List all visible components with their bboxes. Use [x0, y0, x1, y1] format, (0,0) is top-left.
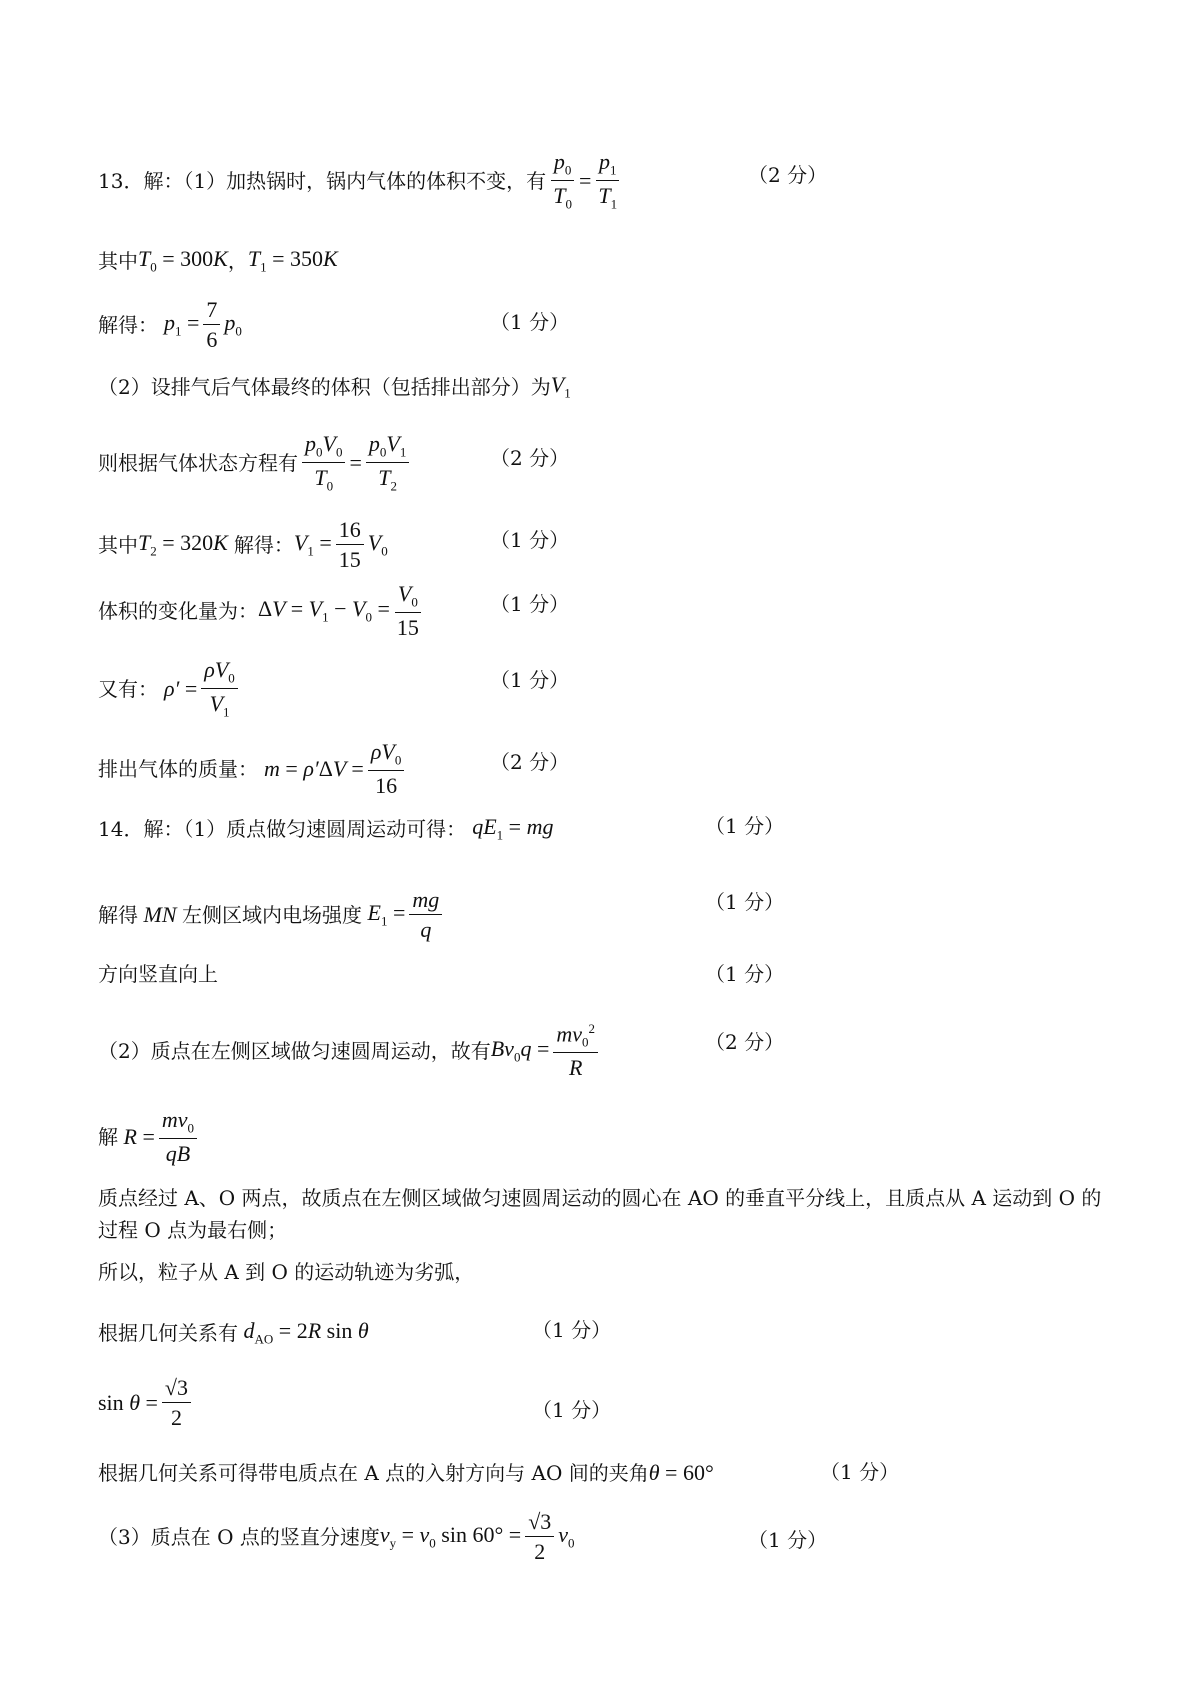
q13-intro-text: 13．解：（1）加热锅时，锅内气体的体积不变，有 — [98, 168, 547, 193]
formula-sqrt3-over-2-b: $\frac{√3}{2}$ — [525, 1510, 554, 1563]
formula-mv0-over-qb: $\frac{mv_0}{qB}$ — [159, 1108, 197, 1165]
q14-line-8 — [98, 1320, 369, 1345]
formula-sqrt3-over-2: $\frac{√3}{2}$ — [162, 1376, 191, 1429]
q13-line-4 — [98, 374, 571, 399]
formula-p0v0-over-t0: $\frac{p_0V_0}{T_0}$ — [302, 432, 345, 493]
formula-mg-over-q: $\frac{mg}{q}$ — [409, 888, 442, 941]
q14-field-text: 左侧区域内电场强度 — [182, 902, 362, 927]
q14-angle-text: 根据几何关系可得带电质点在 A 点的入射方向与 AO 间的夹角 — [98, 1461, 649, 1485]
formula-v0-over-15: $\frac{V_0}{15}$ — [396, 581, 419, 641]
q14-score-4: （2 分） — [705, 1030, 785, 1054]
formula-t0-value: $T_0 = 300K$ — [138, 246, 228, 275]
q13-score-1: （2 分） — [748, 163, 828, 187]
q14-line-11 — [98, 1510, 575, 1563]
q13-where-label-2: 其中 — [98, 532, 138, 557]
q14-score-1: （1 分） — [705, 814, 785, 838]
q14-solve-label: 解得 — [98, 902, 138, 927]
q13-line-2 — [98, 248, 338, 273]
q13-line-8 — [98, 658, 242, 719]
formula-p1: $p_1$ = — [164, 309, 200, 339]
q13-density-text: 又有： — [98, 676, 158, 701]
formula-v0: $V_0$ — [367, 529, 388, 559]
q14-geometry-text: 根据几何关系有 — [98, 1320, 238, 1345]
q13-solve-label: 解得： — [98, 312, 158, 337]
formula-rho-v0-over-v1: $\frac{\rho V_0}{V_1}$ — [201, 658, 238, 719]
formula-bv0q: $Bv_0q$ = — [490, 1036, 550, 1065]
q13-score-7: （1 分） — [490, 592, 570, 616]
q13-separator: ， — [227, 248, 248, 273]
formula-dao: $d_{AO} = 2R$ sin θ — [238, 1318, 369, 1347]
q14-score-11: （1 分） — [748, 1528, 828, 1552]
q13-line-5: 则根据气体状态方程有 $\frac{p_0V_0}{T_0}$ = $\frac{p_0V_1}{T_2}$ — [98, 432, 413, 493]
q14-score-2: （1 分） — [705, 890, 785, 914]
formula-t2-value: $T_2 = 320K$ — [138, 529, 228, 559]
q14-part2-text: （2）质点在左侧区域做匀速圆周运动，故有 — [98, 1038, 491, 1063]
formula-seven-sixths: $\frac{7}{6}$ — [203, 298, 220, 351]
q14-direction-text: 方向竖直向上 — [98, 962, 218, 986]
q13-solve-label-2: 解得： — [233, 532, 294, 557]
formula-p0v1-over-t2: $\frac{p_0V_1}{T_2}$ — [366, 432, 409, 493]
formula-rho-v0-over-16: $\frac{\rho V_0}{16}$ — [368, 740, 405, 797]
formula-mass: m = ρ′ΔV = — [264, 755, 364, 781]
formula-delta-v: $\Delta V = V_1 - V_0$ = — [258, 595, 390, 625]
formula-p1-over-t1: $\frac{p_1}{T_1}$ — [595, 150, 620, 211]
q14-score-10: （1 分） — [820, 1460, 900, 1484]
q14-line-2 — [98, 888, 446, 941]
q13-part2-text: （2）设排气后气体最终的体积（包括排出部分）为 — [98, 374, 551, 399]
q13-line-1: 13．解：（1）加热锅时，锅内气体的体积不变，有 $\frac{p_0}{T_0}$ = $\frac{p_1}{T_1}$ — [98, 150, 624, 211]
formula-v1-eq: $V_1$ = — [293, 529, 332, 559]
q14-score-9: （1 分） — [532, 1398, 612, 1422]
q14-line-10 — [98, 1462, 714, 1484]
formula-sixteen-fifteenths: $\frac{16}{15}$ — [336, 518, 364, 571]
formula-theta-60: θ = 60° — [648, 1460, 714, 1485]
formula-v1: $V_1$ — [550, 372, 571, 401]
formula-e1-eq: $E_1$ = — [362, 899, 406, 929]
formula-t1-value: $T_1 = 350K$ — [247, 246, 338, 275]
q13-score-6: （1 分） — [490, 528, 570, 552]
formula-qe1-mg: $qE_1$ = mg — [472, 814, 554, 843]
formula-mn: MN — [138, 901, 182, 927]
q13-score-5: （2 分） — [490, 446, 570, 470]
q14-paragraph-2: 所以，粒子从 A 到 O 的运动轨迹为劣弧， — [98, 1260, 475, 1284]
q13-mass-text: 排出气体的质量： — [98, 756, 258, 781]
q14-line-3 — [98, 964, 218, 984]
q14-intro-text: 14．解：（1）质点做匀速圆周运动可得： — [98, 816, 467, 841]
formula-p0: $p_0$ — [224, 309, 242, 339]
q13-where-label: 其中 — [98, 248, 138, 273]
formula-vy: $v_y = v_0$ sin 60° = — [379, 1521, 522, 1551]
q13-line-7 — [98, 582, 426, 639]
q14-line-5 — [98, 1108, 201, 1165]
q14-score-3: （1 分） — [705, 962, 785, 986]
q13-line-6 — [98, 518, 388, 571]
q14-paragraph-1: 质点经过 A、O 两点，故质点在左侧区域做匀速圆周运动的圆心在 AO 的垂直平分线上，且质点从 A 运动到 O 的过程 O 点为最右侧； — [98, 1186, 1102, 1242]
q13-delta-text: 体积的变化量为： — [98, 598, 258, 623]
formula-v0-b: $v_0$ — [558, 1521, 575, 1551]
q14-solve-r-label: 解 — [98, 1124, 118, 1149]
formula-mv0sq-over-r: $\frac{mv_0^2}{R}$ — [553, 1022, 598, 1079]
formula-p0-over-t0: $\frac{p_0}{T_0}$ — [550, 150, 575, 211]
q13-score-8: （1 分） — [490, 668, 570, 692]
q13-score-9: （2 分） — [490, 750, 570, 774]
q13-line-9 — [98, 740, 408, 797]
q14-score-8: （1 分） — [532, 1318, 612, 1342]
formula-r-eq: R = — [118, 1123, 155, 1149]
q14-line-4 — [98, 1022, 602, 1079]
q13-line-3 — [98, 298, 242, 351]
q13-gas-law-text: 则根据气体状态方程有 — [98, 450, 298, 475]
q14-part3-text: （3）质点在 O 点的竖直分速度 — [98, 1524, 380, 1549]
q13-score-3: （1 分） — [490, 310, 570, 334]
formula-sin-theta: sin θ = — [98, 1389, 158, 1415]
formula-rho-prime: ρ′ = — [164, 675, 198, 701]
q14-line-9 — [98, 1376, 195, 1429]
q14-line-1 — [98, 816, 553, 841]
